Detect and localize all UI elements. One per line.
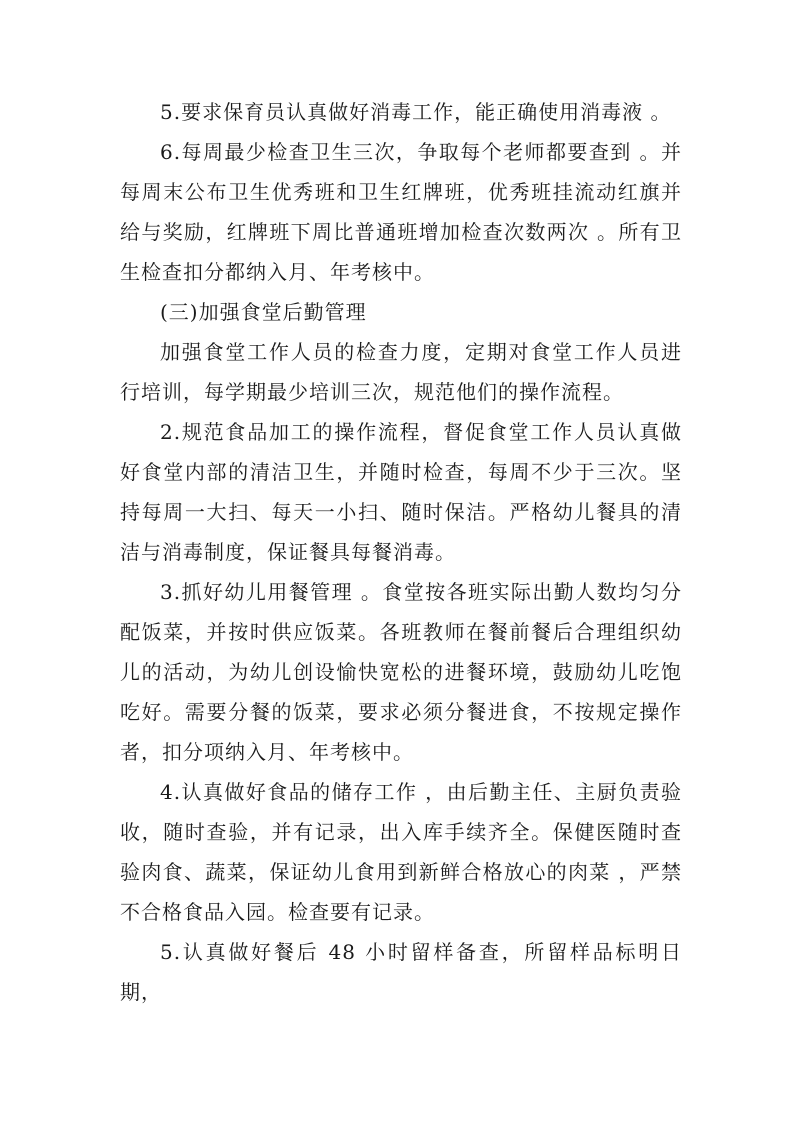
paragraph-weekly-hygiene-check: 6.每周最少检查卫生三次，争取每个老师都要查到 。并每周末公布卫生优秀班和卫生红牌班，优秀班挂流动红旗并给与奖励，红牌班下周比普通班增加检查次数两次 。所有卫生检查扣分都纳入月、年考核中。 <box>120 140 682 284</box>
paragraph-meal-management: 3.抓好幼儿用餐管理 。食堂按各班实际出勤人数均匀分配饭菜，并按时供应饭菜。各班教师在餐前餐后合理组织幼儿的活动，为幼儿创设愉快宽松的进餐环境，鼓励幼儿吃饱吃好。需要分餐的饭菜，要求必须分餐进食，不按规定操作者，扣分项纳入月、年考核中。 <box>120 580 682 764</box>
paragraph-disinfection-staff: 5.要求保育员认真做好消毒工作，能正确使用消毒液 。 <box>160 100 672 124</box>
section-heading-canteen-management: (三)加强食堂后勤管理 <box>160 300 367 324</box>
paragraph-food-storage: 4.认真做好食品的储存工作 ，由后勤主任、主厨负责验收，随时查验，并有记录，出入库手续齐全。保健医随时查验肉食、蔬菜，保证幼儿食用到新鲜合格放心的肉菜 ，严禁不合格食品入园。检查要有记录。 <box>120 780 682 924</box>
paragraph-food-sample-retention: 5.认真做好餐后 48 小时留样备查，所留样品标明日期， <box>120 940 682 1004</box>
paragraph-canteen-staff-training: 加强食堂工作人员的检查力度，定期对食堂工作人员进行培训，每学期最少培训三次，规范他们的操作流程。 <box>120 340 682 404</box>
document-body <box>120 92 682 1012</box>
paragraph-food-processing: 2.规范食品加工的操作流程，督促食堂工作人员认真做好食堂内部的清洁卫生，并随时检查，每周不少于三次。坚持每周一大扫、每天一小扫、随时保洁。严格幼儿餐具的清洁与消毒制度，保证餐具每餐消毒。 <box>120 420 682 564</box>
